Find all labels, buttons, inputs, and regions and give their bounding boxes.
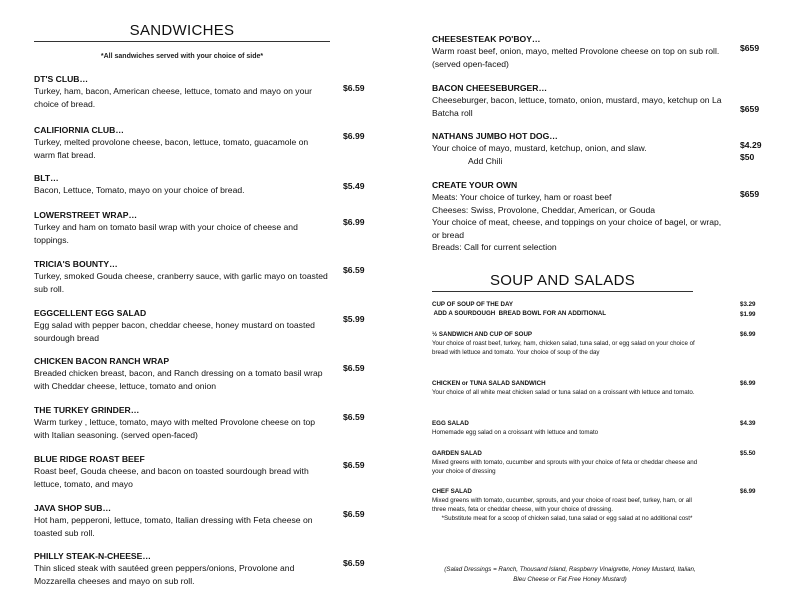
item-price: $6.99 bbox=[740, 488, 756, 495]
menu-item bbox=[34, 307, 329, 344]
item-price: $6.59 bbox=[343, 363, 365, 373]
salad-dressings-note: (Salad Dressings = Ranch, Thousand Island, Raspberry Vinaigrette, Honey Mustard, Italian, Bleu Cheese or Fat Free Honey Mustard) bbox=[444, 566, 696, 583]
item-desc: Your choice of all white meat chicken salad or tuna salad on a croissant with lettuce and tomato. bbox=[432, 389, 695, 396]
menu-item bbox=[432, 449, 702, 476]
item-desc: Roast beef, Gouda cheese, and bacon on toasted sourdough bread with lettuce, tomato, and mayo bbox=[34, 466, 309, 489]
addon-price: $50 bbox=[740, 152, 755, 162]
item-name: CREATE YOUR OWN bbox=[432, 180, 518, 190]
item-name: THE TURKEY GRINDER… bbox=[34, 405, 140, 415]
item-desc: Your choice of roast beef, turkey, ham, chicken salad, tuna salad, or egg salad on your choice of bread with lettuce and tomato. Your choice of soup of the day bbox=[432, 340, 695, 356]
menu-item bbox=[34, 404, 329, 441]
menu-item bbox=[34, 73, 329, 110]
item-name: LOWERSTREET WRAP… bbox=[34, 210, 138, 220]
item-name: JAVA SHOP SUB… bbox=[34, 503, 112, 513]
item-name: EGG SALAD bbox=[432, 420, 469, 427]
item-desc: Bacon, Lettuce, Tomato, mayo on your choice of bread. bbox=[34, 185, 245, 195]
item-price: $659 bbox=[740, 189, 760, 199]
item-desc: Meats: Your choice of turkey, ham or roast beef bbox=[432, 192, 612, 202]
soups-divider bbox=[432, 291, 693, 292]
item-desc: Breads: Call for current selection bbox=[432, 242, 557, 252]
item-price: $659 bbox=[740, 43, 760, 53]
item-desc: Mixed greens with tomato, cucumber, sprouts, and your choice of roast beef, turkey, ham, or all three meats, feta or cheddar cheese, with your choice of dressing. bbox=[432, 497, 692, 513]
item-desc: Thin sliced steak with sautéed green peppers/onions, Provolone and Mozzarella cheeses and mayo on sub roll. bbox=[34, 563, 295, 586]
add-chili-option: Add Chili bbox=[468, 155, 503, 166]
item-price: $6.59 bbox=[343, 412, 365, 422]
menu-item bbox=[432, 330, 702, 357]
item-price: $6.59 bbox=[343, 265, 365, 275]
item-price: $5.49 bbox=[343, 181, 365, 191]
item-name: CUP OF SOUP OF THE DAY bbox=[432, 301, 514, 308]
item-desc: Turkey, smoked Gouda cheese, cranberry sauce, with garlic mayo on toasted sub roll. bbox=[34, 271, 328, 294]
item-price: $6.59 bbox=[343, 558, 365, 568]
substitute-note: *Substitute meat for a scoop of chicken salad, tuna salad or egg salad at no additional cost* bbox=[441, 515, 693, 522]
menu-item bbox=[34, 502, 329, 539]
item-price: $6.99 bbox=[343, 131, 365, 141]
menu-item bbox=[34, 453, 329, 490]
menu-item bbox=[432, 487, 702, 523]
menu-item bbox=[34, 172, 329, 197]
menu-item bbox=[432, 179, 722, 254]
soups-title: SOUP AND SALADS bbox=[489, 272, 636, 289]
sandwiches-side-note: *All sandwiches served with your choice of side* bbox=[100, 53, 264, 60]
item-desc: Breaded chicken breast, bacon, and Ranch dressing on a tomato basil wrap with Cheddar cheese, lettuce, tomato and onion bbox=[34, 368, 323, 391]
menu-item bbox=[34, 355, 329, 392]
sandwiches-title: SANDWICHES bbox=[129, 22, 235, 39]
addon-price: $1.99 bbox=[740, 311, 756, 318]
item-price: $659 bbox=[740, 104, 760, 114]
sandwiches-divider bbox=[34, 41, 330, 42]
item-name: EGGCELLENT EGG SALAD bbox=[34, 308, 147, 318]
menu-item bbox=[34, 209, 329, 246]
item-name: CHICKEN BACON RANCH WRAP bbox=[34, 356, 170, 366]
item-price: $5.50 bbox=[740, 450, 756, 457]
item-desc: Hot ham, pepperoni, lettuce, tomato, Italian dressing with Feta cheese on toasted sub roll. bbox=[34, 515, 313, 538]
item-name: BLUE RIDGE ROAST BEEF bbox=[34, 454, 145, 464]
item-desc: Turkey and ham on tomato basil wrap with your choice of cheese and toppings. bbox=[34, 222, 298, 245]
menu-item bbox=[432, 33, 722, 70]
menu-item bbox=[432, 419, 702, 437]
item-name: CALIFIORNIA CLUB… bbox=[34, 125, 124, 135]
item-name: PHILLY STEAK-N-CHEESE… bbox=[34, 551, 151, 561]
item-desc: Cheeses: Swiss, Provolone, Cheddar, American, or Gouda bbox=[432, 204, 656, 215]
item-price: $4.29 bbox=[740, 140, 762, 150]
item-desc: Warm turkey , lettuce, tomato, mayo with melted Provolone cheese on top with Italian seasoning. (served open-faced) bbox=[34, 417, 316, 440]
menu-item bbox=[34, 550, 329, 587]
item-name: NATHANS JUMBO HOT DOG… bbox=[432, 131, 558, 141]
item-name: BACON CHEESEBURGER… bbox=[432, 83, 548, 93]
item-name: CHEF SALAD bbox=[432, 488, 472, 495]
item-desc: Your choice of mayo, mustard, ketchup, onion, and slaw. bbox=[432, 143, 647, 153]
menu-item bbox=[432, 130, 722, 167]
item-price: $6.59 bbox=[343, 83, 365, 93]
menu-item bbox=[432, 82, 722, 119]
bread-bowl-addon: ADD A SOURDOUGH BREAD BOWL FOR AN ADDITIONAL bbox=[432, 310, 607, 317]
item-price: $4.39 bbox=[740, 420, 756, 427]
item-desc: Your choice of meat, cheese, and toppings on your choice of bagel, or wrap, or bread bbox=[432, 217, 722, 240]
item-price: $6.59 bbox=[343, 460, 365, 470]
item-price: $6.99 bbox=[740, 331, 756, 338]
item-name: BLT… bbox=[34, 173, 59, 183]
menu-item bbox=[432, 300, 702, 318]
item-price: $6.59 bbox=[343, 509, 365, 519]
item-name: DT'S CLUB… bbox=[34, 74, 89, 84]
menu-item bbox=[34, 124, 329, 161]
item-desc: Cheeseburger, bacon, lettuce, tomato, onion, mustard, mayo, ketchup on La Batcha roll bbox=[432, 95, 722, 118]
item-desc: Homemade egg salad on a croissant with lettuce and tomato bbox=[432, 429, 599, 436]
item-price: $6.99 bbox=[343, 217, 365, 227]
item-price: $5.99 bbox=[343, 314, 365, 324]
item-name: GARDEN SALAD bbox=[432, 450, 482, 457]
item-desc: Warm roast beef, onion, mayo, melted Provolone cheese on top on sub roll. (served open-faced) bbox=[432, 46, 720, 69]
menu-item bbox=[432, 379, 702, 397]
item-name: ½ SANDWICH AND CUP OF SOUP bbox=[432, 331, 533, 338]
item-desc: Turkey, ham, bacon, American cheese, lettuce, tomato and mayo on your choice of bread. bbox=[34, 86, 313, 109]
item-name: CHICKEN or TUNA SALAD SANDWICH bbox=[432, 380, 546, 387]
item-price: $6.99 bbox=[740, 380, 756, 387]
menu-item bbox=[34, 258, 329, 295]
item-desc: Mixed greens with tomato, cucumber and sprouts with your choice of feta or cheddar cheese and your choice of dressing bbox=[432, 459, 698, 475]
item-desc: Turkey, melted provolone cheese, bacon, lettuce, tomato, guacamole on warm flat bread. bbox=[34, 137, 309, 160]
item-name: TRICIA'S BOUNTY… bbox=[34, 259, 118, 269]
item-price: $3.29 bbox=[740, 301, 756, 308]
item-desc: Egg salad with pepper bacon, cheddar cheese, honey mustard on toasted sourdough bread bbox=[34, 320, 315, 343]
item-name: CHEESESTEAK PO'BOY… bbox=[432, 34, 541, 44]
